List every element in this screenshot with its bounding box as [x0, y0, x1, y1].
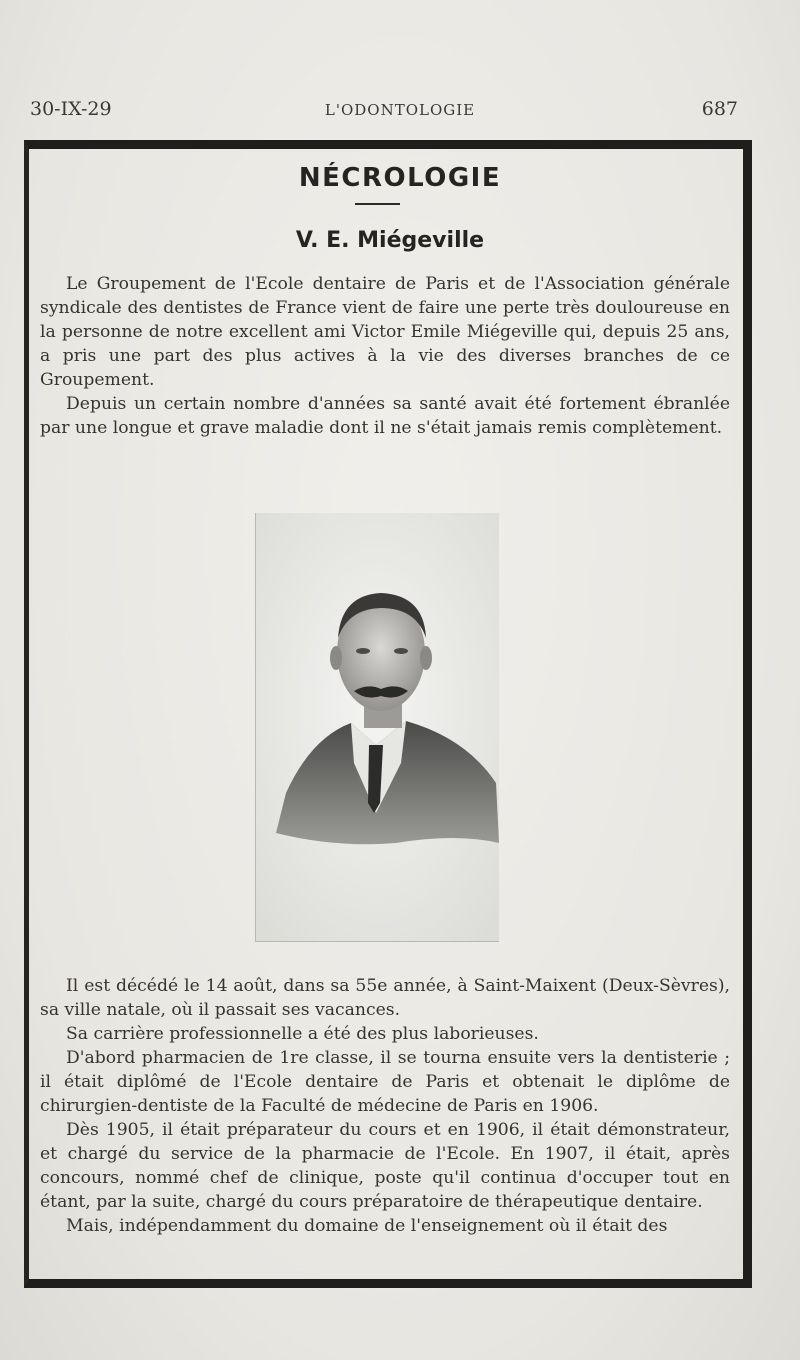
issue-date: 30-IX-29 [30, 98, 112, 120]
portrait-photo [255, 513, 499, 942]
paragraph: Il est décédé le 14 août, dans sa 55e année, à Saint-Maixent (Deux-Sèvres), sa ville natale, où il passait ses vacances. [40, 976, 730, 1020]
paragraph: Dès 1905, il était préparateur du cours et en 1906, il était démonstrateur, et chargé du service de la pharmacie de l'Ecole. En 1907, il était, après concours, nommé chef de clinique, poste qu'il continua d'occuper tout en étant, par la suite, chargé du cours préparatoire de thérapeutique dentaire. [40, 1120, 730, 1212]
portrait-image [256, 513, 499, 941]
paragraph: D'abord pharmacien de 1re classe, il se tourna ensuite vers la dentisterie ; il était diplômé de l'Ecole dentaire de Paris et obtenait le diplôme de chirurgien-dentiste de la Faculté de médecine de Paris en 1906. [40, 1048, 730, 1116]
text-after-photo [40, 974, 730, 1238]
obituary-name: V. E. Miégeville [295, 228, 485, 253]
text-before-photo [40, 272, 730, 440]
paragraph: Le Groupement de l'Ecole dentaire de Paris et de l'Association générale syndicale des dentistes de France vient de faire une perte très douloureuse en la personne de notre excellent ami Victor Emile Miégeville qui, depuis 25 ans, a pris une part des plus actives à la vie des diverses branches de ce Groupement. [40, 274, 730, 390]
running-head [30, 98, 770, 128]
paragraph: Mais, indépendamment du domaine de l'enseignement où il était des [66, 1216, 668, 1236]
page-number: 687 [701, 98, 738, 120]
paragraph: Sa carrière professionnelle a été des plus laborieuses. [66, 1024, 539, 1044]
title-divider [355, 203, 400, 205]
section-title: NÉCROLOGIE [298, 163, 502, 193]
paragraph: Depuis un certain nombre d'années sa santé avait été fortement ébranlée par une longue et grave maladie dont il ne s'était jamais remis complètement. [40, 394, 730, 438]
journal-title: L'ODONTOLOGIE [324, 101, 476, 119]
